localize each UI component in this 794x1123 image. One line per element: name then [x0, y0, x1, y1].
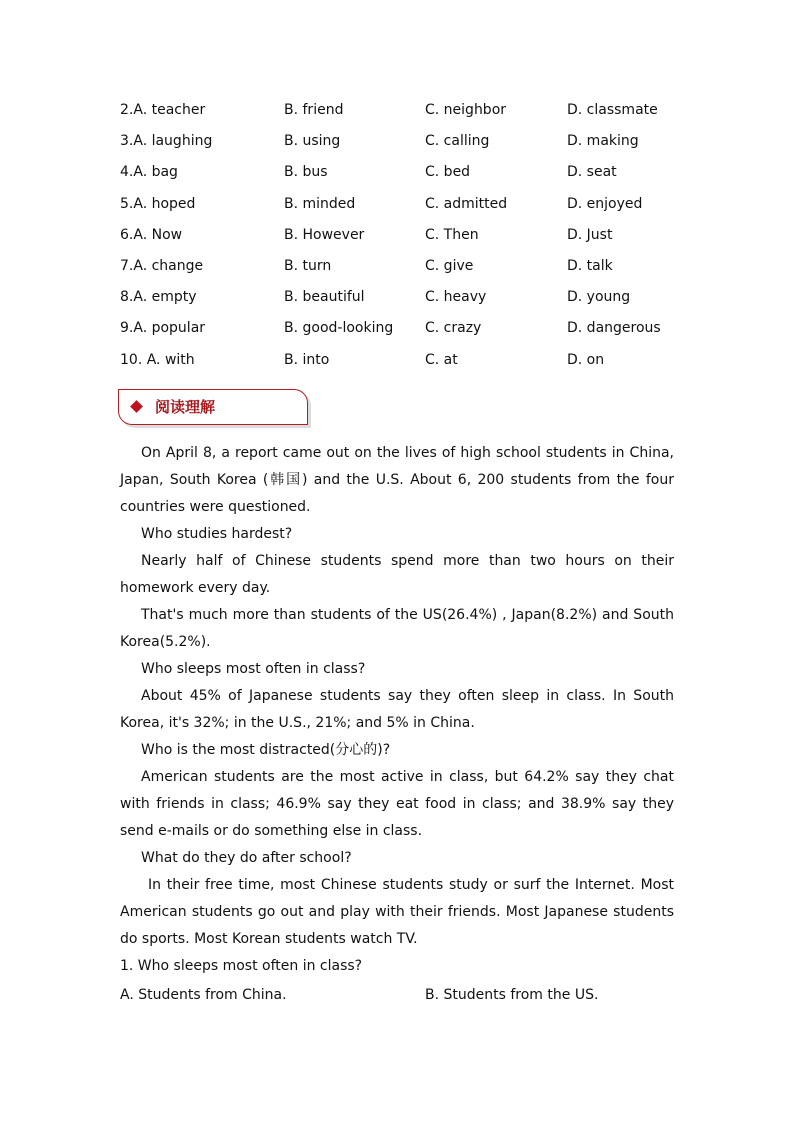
- option-d: D. Just: [567, 226, 613, 243]
- option-row-5: [120, 194, 680, 225]
- passage-paragraph: Nearly half of Chinese students spend more than two hours on their homework every day.: [120, 553, 674, 596]
- passage-paragraph: On April 8, a report came out on the lives of high school students in China, Japan, South Korea (韩国) and the U.S. About 6, 200 students from the four countries were questioned.: [120, 445, 674, 515]
- option-row-2: [120, 100, 680, 131]
- passage-paragraph: About 45% of Japanese students say they often sleep in class. In South Korea, it's 32%; in the U.S., 21%; and 5% in China.: [120, 688, 674, 731]
- option-a: 2.A. teacher: [120, 102, 206, 118]
- option-c: C. calling: [425, 133, 490, 150]
- passage-paragraph: That's much more than students of the US(26.4%) , Japan(8.2%) and South Korea(5.2%).: [120, 607, 674, 650]
- option-a: 3.A. laughing: [120, 133, 213, 150]
- option-d: D. young: [567, 289, 631, 306]
- option-b: B. minded: [284, 195, 356, 212]
- answer-a: A. Students from China.: [120, 987, 287, 1003]
- option-c: C. neighbor: [425, 102, 507, 118]
- passage-paragraph: Who is the most distracted(分心的)?: [141, 742, 391, 758]
- answer-b: B. Students from the US.: [425, 987, 599, 1003]
- option-a: 9.A. popular: [120, 320, 206, 337]
- option-b: B. good-looking: [284, 320, 394, 337]
- question-1-answers: [120, 982, 680, 1009]
- option-d: D. making: [567, 133, 639, 150]
- option-d: D. talk: [567, 257, 613, 274]
- option-b: B. friend: [284, 102, 344, 118]
- section-label-reading: [118, 389, 308, 425]
- question-1: 1. Who sleeps most often in class?: [120, 958, 363, 974]
- option-a: 5.A. hoped: [120, 195, 196, 212]
- option-row-6: [120, 225, 680, 256]
- diamond-icon: [130, 400, 143, 413]
- passage-paragraph: Who sleeps most often in class?: [141, 661, 366, 677]
- option-d: D. on: [567, 351, 605, 368]
- option-a: 6.A. Now: [120, 226, 183, 243]
- option-d: D. dangerous: [567, 320, 661, 337]
- option-d: D. classmate: [567, 102, 658, 118]
- option-c: C. give: [425, 257, 474, 274]
- option-c: C. crazy: [425, 320, 482, 337]
- option-d: D. enjoyed: [567, 195, 643, 212]
- option-c: C. bed: [425, 164, 471, 181]
- passage-paragraph: Who studies hardest?: [141, 526, 293, 542]
- cloze-options: [120, 100, 680, 381]
- option-c: C. Then: [425, 226, 479, 243]
- option-a: 8.A. empty: [120, 289, 197, 306]
- reading-passage: [120, 440, 674, 953]
- option-row-4: [120, 162, 680, 193]
- option-b: B. beautiful: [284, 289, 365, 306]
- option-b: B. using: [284, 133, 341, 150]
- section-title: 阅读理解: [155, 398, 216, 416]
- option-c: C. at: [425, 351, 458, 368]
- option-a: 4.A. bag: [120, 164, 178, 181]
- passage-paragraph: American students are the most active in class, but 64.2% say they chat with friends in class; 46.9% say they eat food in class; and 38.9% say they send e-mails or do something else in class.: [120, 769, 674, 839]
- option-row-7: [120, 256, 680, 287]
- option-a: 10. A. with: [120, 351, 195, 368]
- option-d: D. seat: [567, 164, 617, 181]
- option-a: 7.A. change: [120, 257, 204, 274]
- option-b: B. However: [284, 226, 365, 243]
- option-c: C. heavy: [425, 289, 487, 306]
- passage-paragraph: In their free time, most Chinese students study or surf the Internet. Most American students go out and play with their friends. Most Japanese students do sports. Most Korean students watch TV.: [120, 877, 674, 947]
- option-row-3: [120, 131, 680, 162]
- option-row-9: [120, 318, 680, 349]
- option-b: B. bus: [284, 164, 328, 181]
- option-row-10: [120, 350, 680, 381]
- option-row-8: [120, 287, 680, 318]
- option-b: B. turn: [284, 257, 332, 274]
- passage-paragraph: What do they do after school?: [141, 850, 352, 866]
- option-c: C. admitted: [425, 195, 508, 212]
- option-b: B. into: [284, 351, 330, 368]
